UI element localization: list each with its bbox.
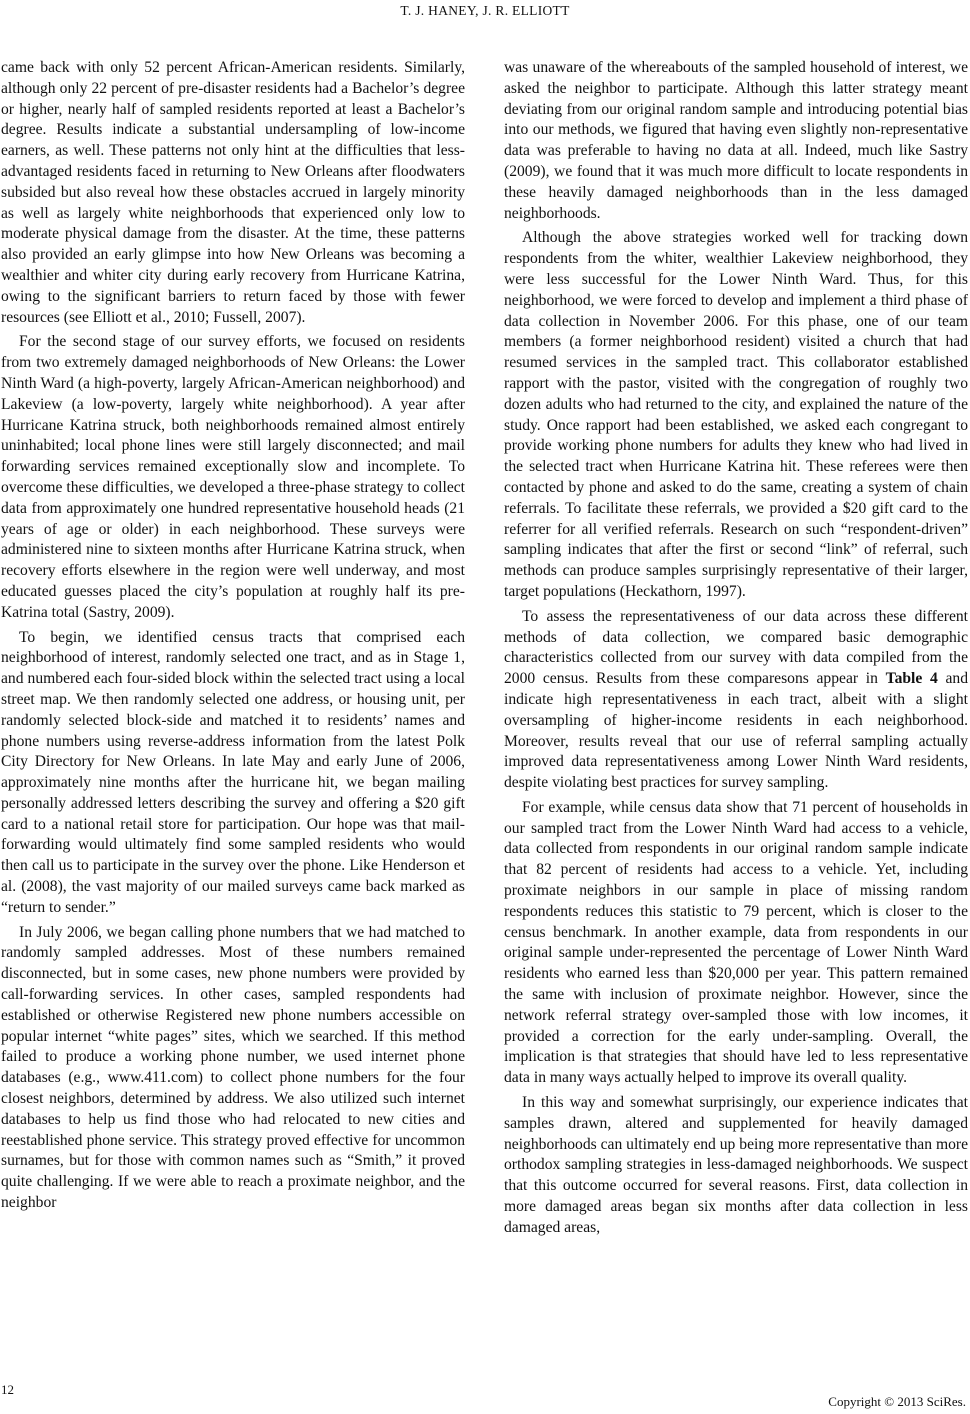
running-head: T. J. HANEY, J. R. ELLIOTT bbox=[400, 3, 570, 18]
paragraph-text: and indicate high representativeness in each tract, albeit with a slight oversampling of higher-income residents in each neighborhood. Moreover, results reveal that our use of referral sampling actually improved data representativeness among Lower Ninth Ward residents, despite violating best practices for survey sampling. bbox=[504, 670, 968, 792]
paragraph-text: To assess the representativeness of our data across these different methods of data collection, we compared basic demographic characteristics collected from our survey with data compiled from the 2000 census. Results from these comparesons appear in bbox=[504, 607, 968, 688]
paragraph: For the second stage of our survey efforts, we focused on residents from two extremely damaged neighborhoods of New Orleans: the Lower Ninth Ward (a high-poverty, largely African-American neighborhood) and Lakeview (a low-poverty, largely white neighborhood). A year after Hurricane Katrina struck, both neighborhoods remained almost entirely uninhabited; local phone lines were still largely disconnected; and mail forwarding services remained exceptionally slow and incomplete. To overcome these difficulties, we developed a three-phase strategy to collect data from approximately one hundred representative household heads (21 years of age or older) in each neighborhood. These surveys were administered nine to sixteen months after Hurricane Katrina struck, when recovery efforts elsewhere in the region were well underway, and most educated guesses placed the city’s population at roughly half its pre-Katrina total (Sastry, 2009). bbox=[1, 333, 465, 621]
copyright-notice: Copyright © 2013 SciRes. bbox=[828, 1394, 966, 1409]
paragraph bbox=[504, 607, 968, 794]
paragraph: Although the above strategies worked well for tracking down respondents from the whiter, wealthier Lakeview neighborhood, they were less successful for the Lower Ninth Ward. Thus, for this neighborhood, we were forced to develop and implement a third phase of data collection in November 2006. For this phase, one of our team members (a former neighborhood resident) visited a church that had resumed services in the sampled tract. This collaborator established rapport with the pastor, visited with the congregation of roughly two dozen adults who had returned to the city, and explained the nature of the study. Once rapport had been established, we asked each congregant to provide working phone numbers for adults they knew who had lived in the selected tract when Hurricane Katrina hit. These referees were then contacted by phone and asked to do the same, creating a system of chain referrals. To facilitate these referrals, we provided a $20 gift card to the referrer for all verified referrals. Research on such “respondent-driven” sampling indicates that after the first or second “link” of referral, such methods can produce samples surprisingly representative of their larger, target populations (Heckathorn, 1997). bbox=[504, 229, 968, 600]
paragraph: was unaware of the whereabouts of the sampled household of interest, we asked the neighbor to participate. Although this latter strategy meant deviating from our original random sample and introducing potential bias into our methods, we figured that having even slightly non-representative data was preferable to having no data at all. Indeed, much like Sastry (2009), we found that it was much more difficult to locate respondents in these heavily damaged neighborhoods than in the less damaged neighborhoods. bbox=[504, 59, 968, 222]
paragraph: In this way and somewhat surprisingly, our experience indicates that samples drawn, altered and supplemented for heavily damaged neighborhoods can ultimately end up being more representative than more orthodox sampling strategies in less-damaged neighborhoods. We suspect that this outcome occurred for several reasons. First, data collection in more damaged areas began six months after data collection in less damaged areas, bbox=[504, 1094, 968, 1236]
table-reference: Table 4 bbox=[885, 670, 938, 688]
left-column bbox=[1, 58, 465, 1214]
right-column bbox=[504, 58, 968, 1239]
paragraph: To begin, we identified census tracts that comprised each neighborhood of interest, randomly selected one tract, and as in Stage 1, and numbered each four-sided block within the selected tract using a local street map. We then randomly selected one address, or housing unit, per randomly selected block-side and matched it to residents’ names and phone numbers using reverse-address information from the latest Polk City Directory for New Orleans. In late May and early June of 2006, approximately nine months after the hurricane hit, we began mailing personally addressed letters describing the survey and offering a $20 gift card to a national retail store for participation. Our hope was that mail-forwarding would ultimately find some sampled residents who would then call us to participate in the survey over the phone. Like Henderson et al. (2008), the vast majority of our mailed surveys came back marked as “return to sender.” bbox=[1, 628, 465, 916]
paragraph: came back with only 52 percent African-American residents. Similarly, although only 22 percent of pre-disaster residents had a Bachelor’s degree or higher, nearly half of sampled residents reported at least a Bachelor’s degree. Results indicate a substantial undersampling of low-income earners, as well. These patterns not only hint at the difficulties that less-advantaged residents faced in returning to New Orleans after floodwaters subsided but also reveal how these obstacles accrued in largely minority as well as largely white neighborhoods that experienced only low to moderate physical damage from the disaster. At the time, these patterns also provided an early glimpse into how New Orleans was becoming a wealthier and whiter city during early recovery from Hurricane Katrina, owing to the significant barriers to return faced by those with fewer resources (see Elliott et al., 2010; Fussell, 2007). bbox=[1, 59, 465, 326]
page-number: 12 bbox=[1, 1382, 14, 1397]
paragraph: For example, while census data show that 71 percent of households in our sampled tract from the Lower Ninth Ward had access to a vehicle, data collected from respondents in our original random sample indicate that 82 percent of residents had access to a vehicle. Yet, including proximate neighbors in our sample in place of missing random respondents reduces this statistic to 79 percent, which is closer to the census benchmark. In another example, data from respondents in our original sample under-represented the percentage of Lower Ninth Ward residents who earned less than $20,000 per year. This pattern remained the same with inclusion of proximate neighbor. However, since the network referral strategy over-sampled those with low incomes, it provided a correction for the early under-sampling. Overall, the implication is that strategies that should have led to less representative data in many ways actually helped to improve its overall quality. bbox=[504, 798, 968, 1087]
paragraph: In July 2006, we began calling phone numbers that we had matched to randomly sampled addresses. Most of these numbers remained disconnected, but in some cases, new phone numbers were provided by call-forwarding services. In other cases, sampled respondents had established or otherwise Registered new phone numbers accessible on popular internet “white pages” sites, which we searched. If this method failed to produce a working phone number, we used internet phone databases (e.g., www.411.com) to collect phone numbers for the four closest neighbors, determined by address. We also utilized such internet databases to help us find those who had relocated to new cities and reestablished phone service. This strategy proved effective for uncommon surnames, but for those with common names such as “Smith,” it proved quite challenging. If we were able to reach a proximate neighbor, and the neighbor bbox=[1, 923, 465, 1212]
